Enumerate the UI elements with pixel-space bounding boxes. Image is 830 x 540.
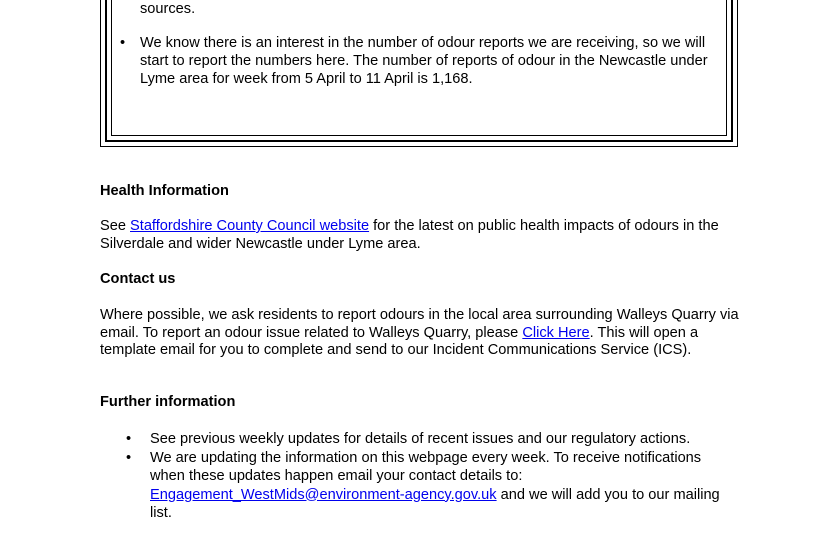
notice-box-text: sources. bbox=[140, 1, 196, 17]
further-heading: Further information bbox=[100, 394, 236, 410]
further-list bbox=[100, 430, 740, 523]
click-here-link[interactable]: Click Here bbox=[522, 324, 590, 341]
list-item-text: We are updating the information on this webpage every week. To receive notifications when these updates happen email your contact details to: bbox=[150, 449, 702, 484]
bullet-icon: • bbox=[126, 431, 132, 447]
notice-box-item bbox=[114, 34, 724, 88]
health-text: for the latest on public health impacts of odours in the Silverdale and wider Newcastle under Lyme area. bbox=[100, 218, 719, 252]
notice-box-list bbox=[114, 0, 724, 104]
health-paragraph bbox=[100, 218, 740, 253]
contact-heading: Contact us bbox=[100, 271, 176, 287]
engagement-email-link[interactable]: Engagement_WestMids@environment-agency.gov.uk bbox=[150, 486, 497, 503]
list-item-text: and we will add you to our mailing list. bbox=[150, 486, 720, 521]
bullet-icon: • bbox=[126, 449, 132, 466]
list-item-text: See previous weekly updates for details of recent issues and our regulatory actions. bbox=[150, 431, 691, 447]
staffordshire-council-link[interactable]: Staffordshire County Council website bbox=[130, 218, 370, 234]
notice-box-item bbox=[114, 0, 724, 18]
bullet-icon: • bbox=[120, 35, 126, 51]
contact-text: . This will open a template email for you to complete and send to our Incident Communications Service (ICS). bbox=[100, 324, 699, 358]
notice-box-text: We know there is an interest in the number of odour reports we are receiving, so we will start to report the numbers here. The number of reports of odour in the Newcastle under Lyme area for week from 5 April to 11 April is 1,168. bbox=[140, 35, 708, 87]
further-list-wrapper bbox=[100, 430, 740, 523]
list-item bbox=[100, 430, 740, 449]
health-heading: Health Information bbox=[100, 183, 229, 199]
contact-paragraph bbox=[100, 307, 740, 360]
health-text: See bbox=[100, 218, 131, 234]
contact-text: Where possible, we ask residents to report odours in the local area surrounding Walleys Quarry via email. To report an odour issue related to Walleys Quarry, please bbox=[100, 307, 739, 341]
list-item bbox=[100, 449, 740, 523]
